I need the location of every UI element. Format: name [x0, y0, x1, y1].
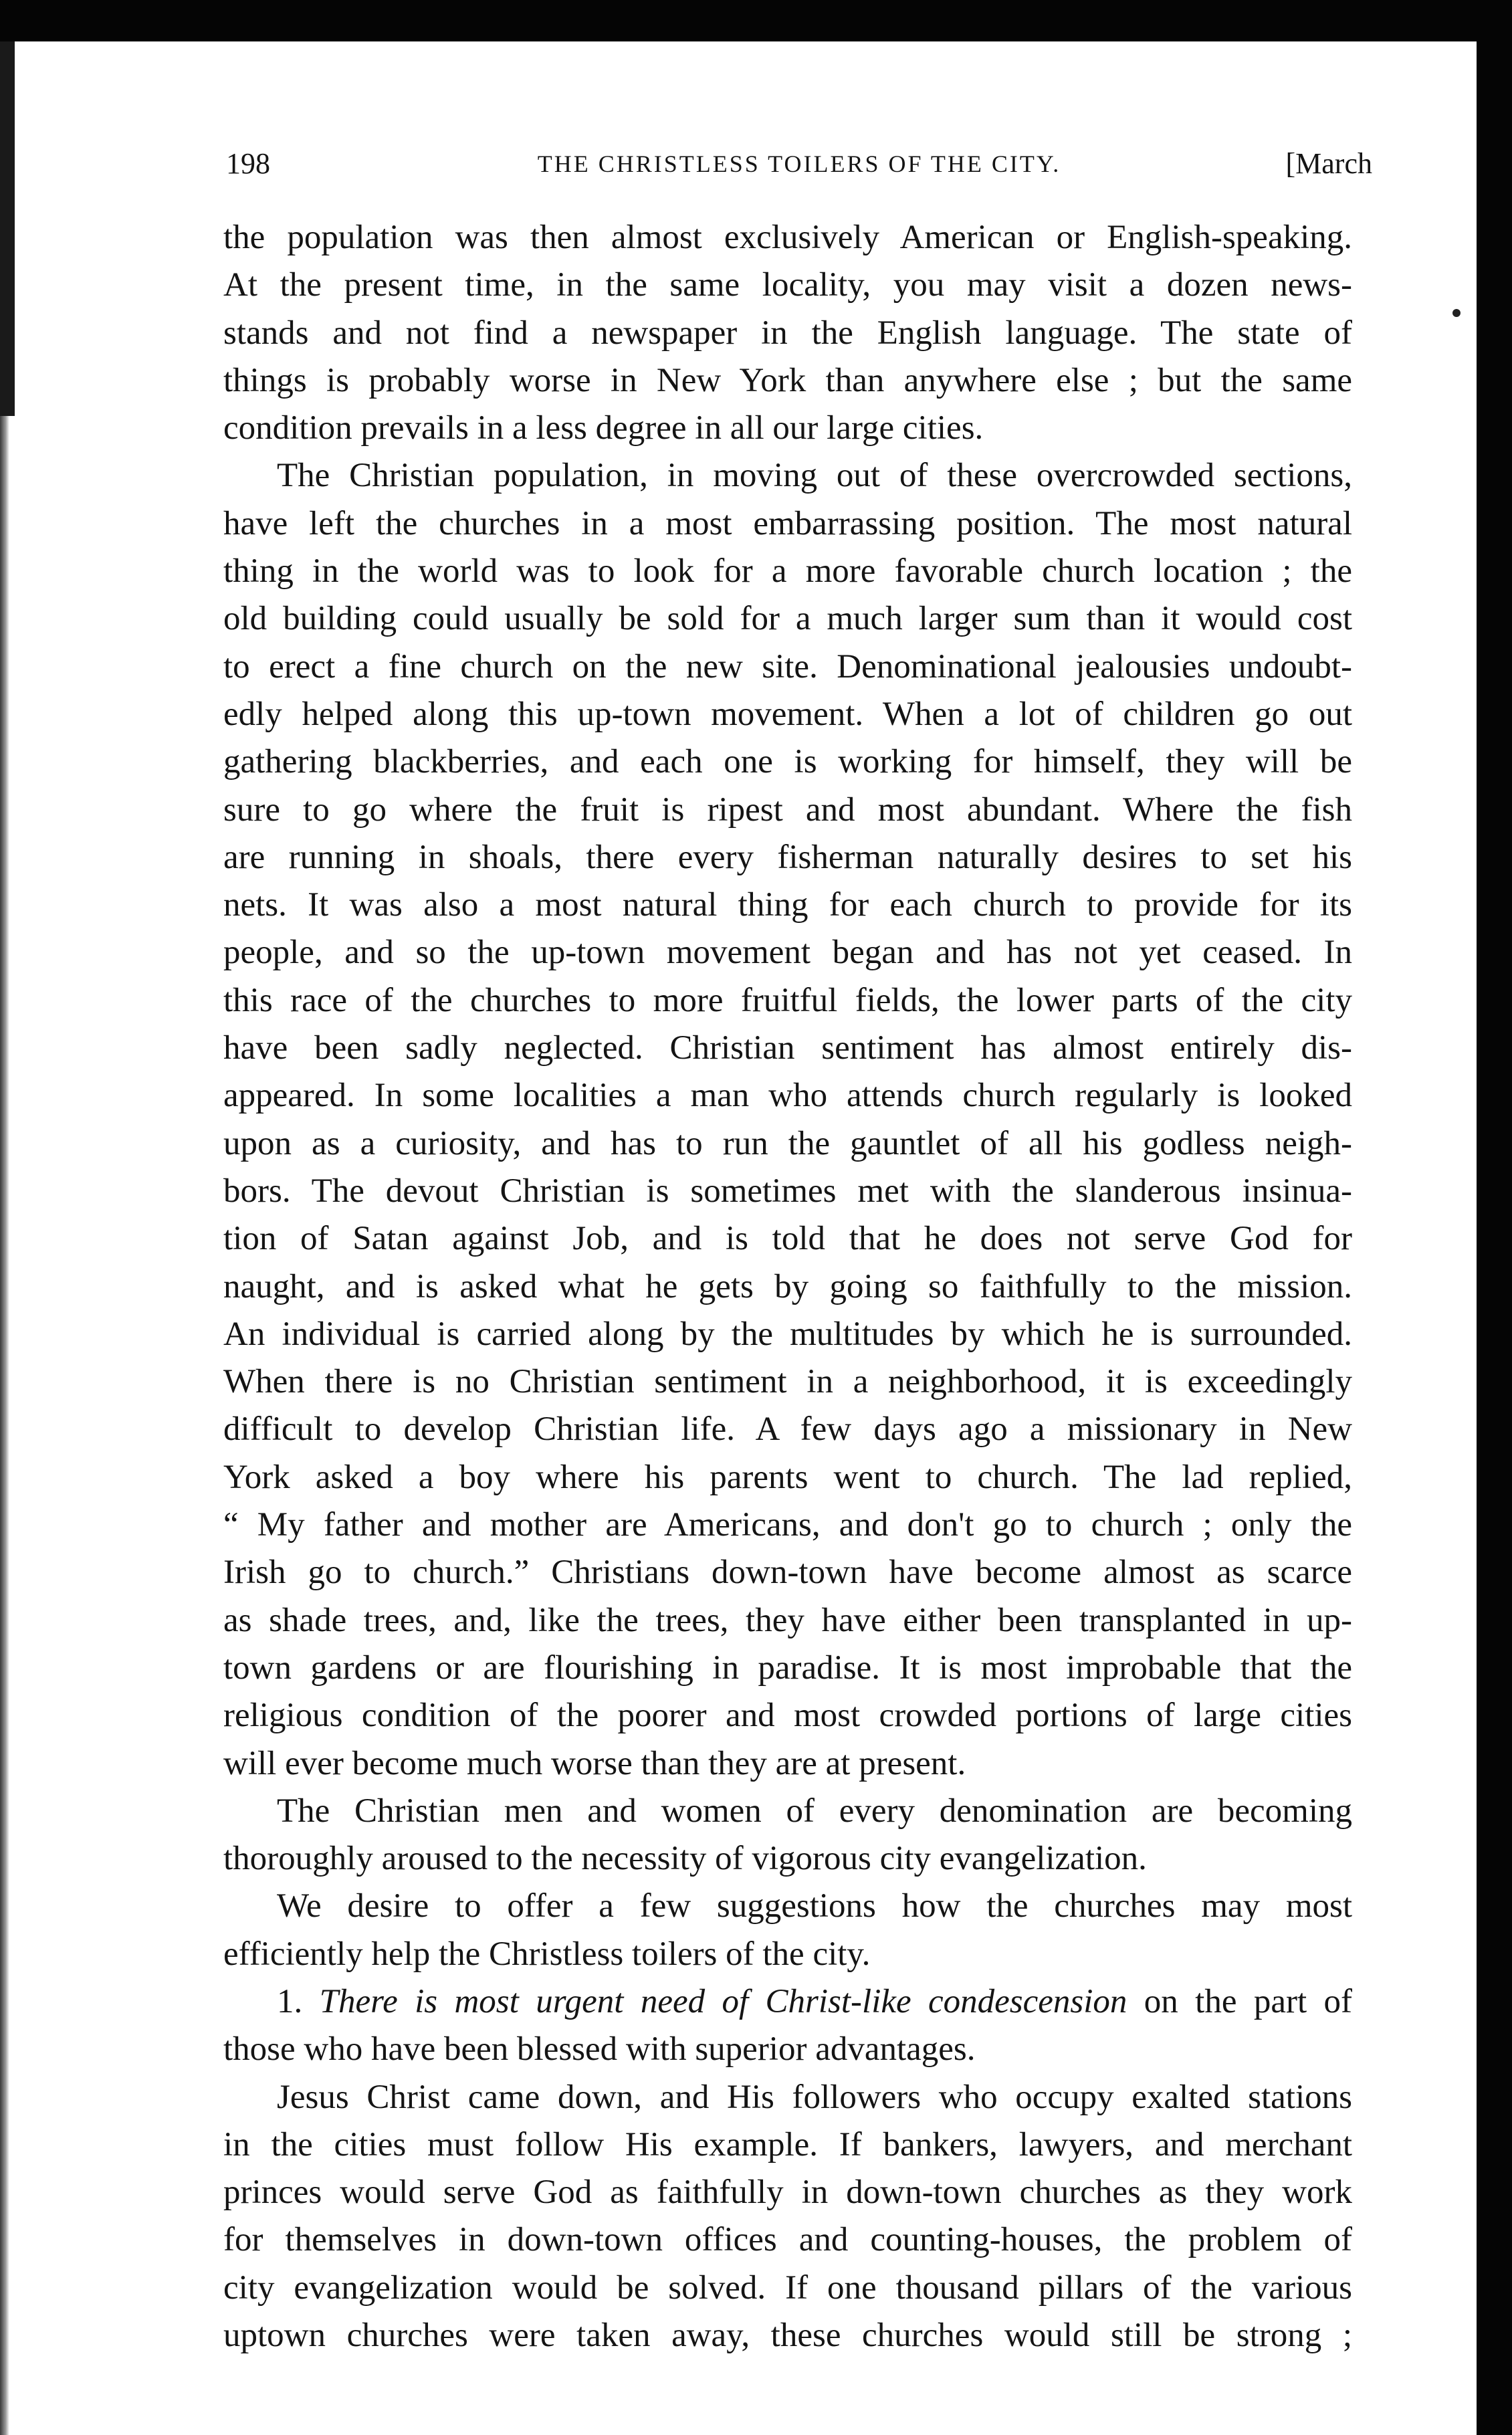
text-line: people, and so the up-town movement began and has not yet ceased. In [223, 934, 1352, 972]
text-line: as shade trees, and, like the trees, they have either been transplanted in up- [223, 1601, 1352, 1639]
body-text [223, 214, 1352, 2359]
page-number: 198 [226, 147, 270, 180]
text-line: things is probably worse in New York than anywhere else ; but the same [223, 361, 1352, 399]
text-line: thing in the world was to look for a more favorable church location ; the [223, 552, 1352, 591]
text-line: When there is no Christian sentiment in a neighborhood, it is exceedingly [223, 1363, 1352, 1401]
margin-speck [1452, 309, 1461, 317]
text-line: this race of the churches to more fruitful fields, the lower parts of the city [223, 981, 1352, 1019]
text-line: difficult to develop Christian life. A few days ago a missionary in New [223, 1410, 1352, 1449]
text-line: city evangelization would be solved. If one thousand pillars of the various [223, 2268, 1352, 2307]
section-label: [March [1285, 147, 1372, 180]
text-line: sure to go where the fruit is ripest and most abundant. Where the fish [223, 790, 1352, 829]
text-line: appeared. In some localities a man who attends church regularly is looked [223, 1077, 1352, 1115]
emphasized-heading: There is most urgent need of Christ-like condescension [319, 1982, 1127, 2020]
text-line: Irish go to church.” Christians down-town have become almost as scarce [223, 1554, 1352, 1592]
text-line: uptown churches were taken away, these churches would still be strong ; [223, 2317, 1352, 2355]
text-line: efficiently help the Christless toilers of the city. [223, 1935, 871, 1973]
heading-continuation: on the part of [1127, 1982, 1352, 2020]
scan-border-top [0, 0, 1512, 41]
text-line: the population was then almost exclusively American or English-speaking. [223, 219, 1352, 256]
text-line: will ever become much worse than they are at present. [223, 1744, 966, 1782]
text-line: to erect a fine church on the new site. Denominational jealousies undoubt- [223, 647, 1352, 685]
text-line: old building could usually be sold for a much larger sum than it would cost [223, 600, 1352, 638]
text-line: upon as a curiosity, and has to run the gauntlet of all his godless neigh- [223, 1124, 1352, 1162]
text-line: for themselves in down-town offices and counting-houses, the problem of [223, 2221, 1352, 2259]
text-line: are running in shoals, there every fisherman naturally desires to set his [223, 838, 1352, 876]
text-line: At the present time, in the same locality, you may visit a dozen news- [223, 266, 1352, 304]
text-line: The Christian population, in moving out of these overcrowded sections, [277, 457, 1352, 495]
text-line: edly helped along this up-town movement. When a lot of children go out [223, 695, 1352, 733]
text-line: The Christian men and women of every denomination are becoming [277, 1792, 1352, 1830]
text-line [223, 1978, 1352, 2026]
running-title: THE CHRISTLESS TOILERS OF THE CITY. [537, 150, 1061, 177]
list-number: 1. [277, 1982, 320, 2020]
text-line: thoroughly aroused to the necessity of vigorous city evangelization. [223, 1840, 1147, 1878]
text-line: An individual is carried along by the multitudes by which he is surrounded. [223, 1315, 1352, 1353]
text-line: York asked a boy where his parents went to church. The lad replied, [223, 1458, 1352, 1496]
text-line: in the cities must follow His example. If bankers, lawyers, and merchant [223, 2125, 1352, 2163]
scan-border-right [1477, 0, 1512, 2435]
text-line: naught, and is asked what he gets by going so faithfully to the mission. [223, 1267, 1352, 1305]
text-line: bors. The devout Christian is sometimes met with the slanderous insinua- [223, 1172, 1352, 1210]
text-line: have been sadly neglected. Christian sentiment has almost entirely dis- [223, 1029, 1352, 1067]
text-line: stands and not find a newspaper in the English language. The state of [223, 314, 1352, 352]
text-line: town gardens or are flourishing in paradise. It is most improbable that the [223, 1649, 1352, 1687]
text-line: tion of Satan against Job, and is told that he does not serve God for [223, 1220, 1352, 1258]
text-line: Jesus Christ came down, and His followers who occupy exalted stations [277, 2078, 1352, 2116]
text-line: gathering blackberries, and each one is working for himself, they will be [223, 743, 1352, 781]
page-header [226, 140, 1372, 187]
text-line: We desire to offer a few suggestions how the churches may most [277, 1887, 1352, 1925]
text-line: those who have been blessed with superior advantages. [223, 2030, 976, 2069]
text-line: religious condition of the poorer and most crowded portions of large cities [223, 1697, 1352, 1735]
text-line: “ My father and mother are Americans, and don't go to church ; only the [223, 1506, 1352, 1544]
text-line: condition prevails in a less degree in all our large cities. [223, 409, 984, 447]
text-line: have left the churches in a most embarrassing position. The most natural [223, 504, 1352, 542]
scan-border-left-shadow [0, 41, 15, 416]
text-line: nets. It was also a most natural thing for each church to provide for its [223, 886, 1352, 924]
text-line: princes would serve God as faithfully in down-town churches as they work [223, 2174, 1352, 2212]
